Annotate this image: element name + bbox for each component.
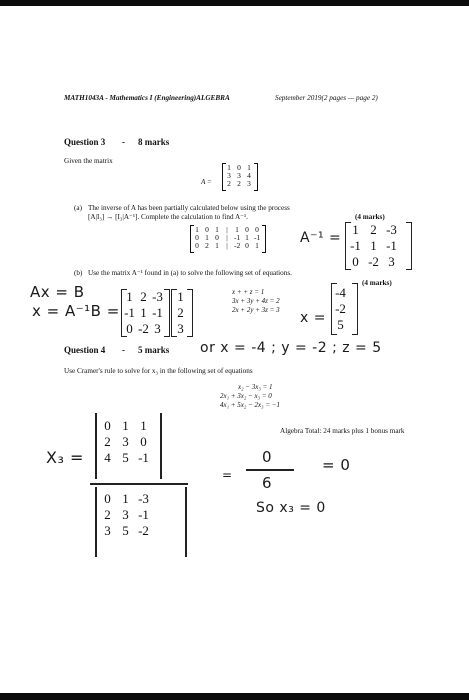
question-3-title: Question 3 [64,137,106,147]
eq-b-2: 3x + 3y + 4z = 2 [232,297,280,305]
hand-ainv-label: A⁻¹ = [300,230,342,246]
augmented-matrix: 1 0 1 | 1 0 0 0 1 0 | -1 1 -1 0 2 1 | -2 0 1 [195,225,261,250]
part-a-label: (a) [74,204,82,212]
hand-equals-zero: = 0 [322,456,351,474]
eq-b-3: 2x + 2y + 3z = 3 [232,306,280,314]
hand-or-solution: or x = -4 ; y = -2 ; z = 5 [200,340,382,356]
part-a-marks: (4 marks) [355,213,385,221]
hand-sol-right-bracket [164,289,170,337]
den-det-left-bar [95,487,97,557]
hand-sol-matrix: 1 2 -3 -1 1 -1 0 -2 3 [124,289,163,336]
hand-frac-line [246,469,294,471]
question-3-dash: - [122,137,125,147]
given-text: Given the matrix [64,157,113,165]
question-4-title: Question 4 [64,345,106,355]
eq-q4-3: 4x₁ + 5x₂ − 2x₃ = −1 [220,401,281,409]
hand-x-label: x = [300,310,326,326]
hand-b-right-bracket [187,289,193,337]
part-a-text-2: [A|I₃] → [I₃|A⁻¹]. Complete the calculation to find A⁻¹. [88,213,248,221]
hand-b-vector: 1 2 3 [177,289,184,336]
num-det-left-bar [95,413,97,479]
matrix-a-right-bracket [254,163,258,191]
hand-x-ainv-b: x = A⁻¹B = [32,302,120,320]
algebra-total: Algebra Total: 24 marks plus 1 bonus mark [280,427,405,435]
den-det-right-bar [185,487,187,557]
photo-bottom-edge [0,693,469,700]
hand-frac-num: 0 [262,448,273,466]
hand-x-right-bracket [352,283,358,335]
hand-x3-label: X₃ = [46,448,84,467]
eq-q4-1: x₂ − 3x₃ = 1 [238,383,273,391]
part-b-marks: (4 marks) [362,279,392,287]
question-4-text: Use Cramer's rule to solve for x₃ in the following set of equations [64,367,253,375]
numerator-determinant: 0 1 1 2 3 0 4 5 -1 [104,418,149,465]
part-a-text-1: The inverse of A has been partially calculated below using the process [88,204,290,212]
hand-equals: = [222,468,233,482]
eq-b-1: x + + z = 1 [232,288,265,296]
hand-so-x3: So x₃ = 0 [256,500,326,516]
denominator-determinant: 0 1 -3 2 3 -1 3 5 -2 [104,491,149,538]
question-3-marks: 8 marks [138,137,170,147]
hand-ainv-matrix: 1 2 -3 -1 1 -1 0 -2 3 [350,222,397,269]
eq-q4-2: 2x₁ + 3x₂ − x₃ = 0 [220,392,272,400]
hand-x-vector: -4 -2 5 [335,285,346,332]
matrix-a: 1 0 1 3 3 4 2 2 3 [227,163,251,188]
question-4-marks: 5 marks [138,345,170,355]
hand-ax-b: Ax = B [30,283,85,301]
fraction-bar [90,483,188,485]
num-det-right-bar [160,413,162,479]
photo-top-edge [0,0,469,6]
question-4-dash: - [122,345,125,355]
hand-ainv-right-bracket [406,222,412,270]
course-header: MATH1043A - Mathematics I (Engineering)ALGEBRA [64,94,230,102]
part-b-label: (b) [74,269,83,277]
part-b-text: Use the matrix A⁻¹ found in (a) to solve the following set of equations. [88,269,292,277]
date-header: September 2019(2 pages — page 2) [275,94,378,102]
hand-frac-den: 6 [262,474,273,492]
matrix-a-label: A = [201,178,212,186]
aug-right-bracket [262,225,266,253]
